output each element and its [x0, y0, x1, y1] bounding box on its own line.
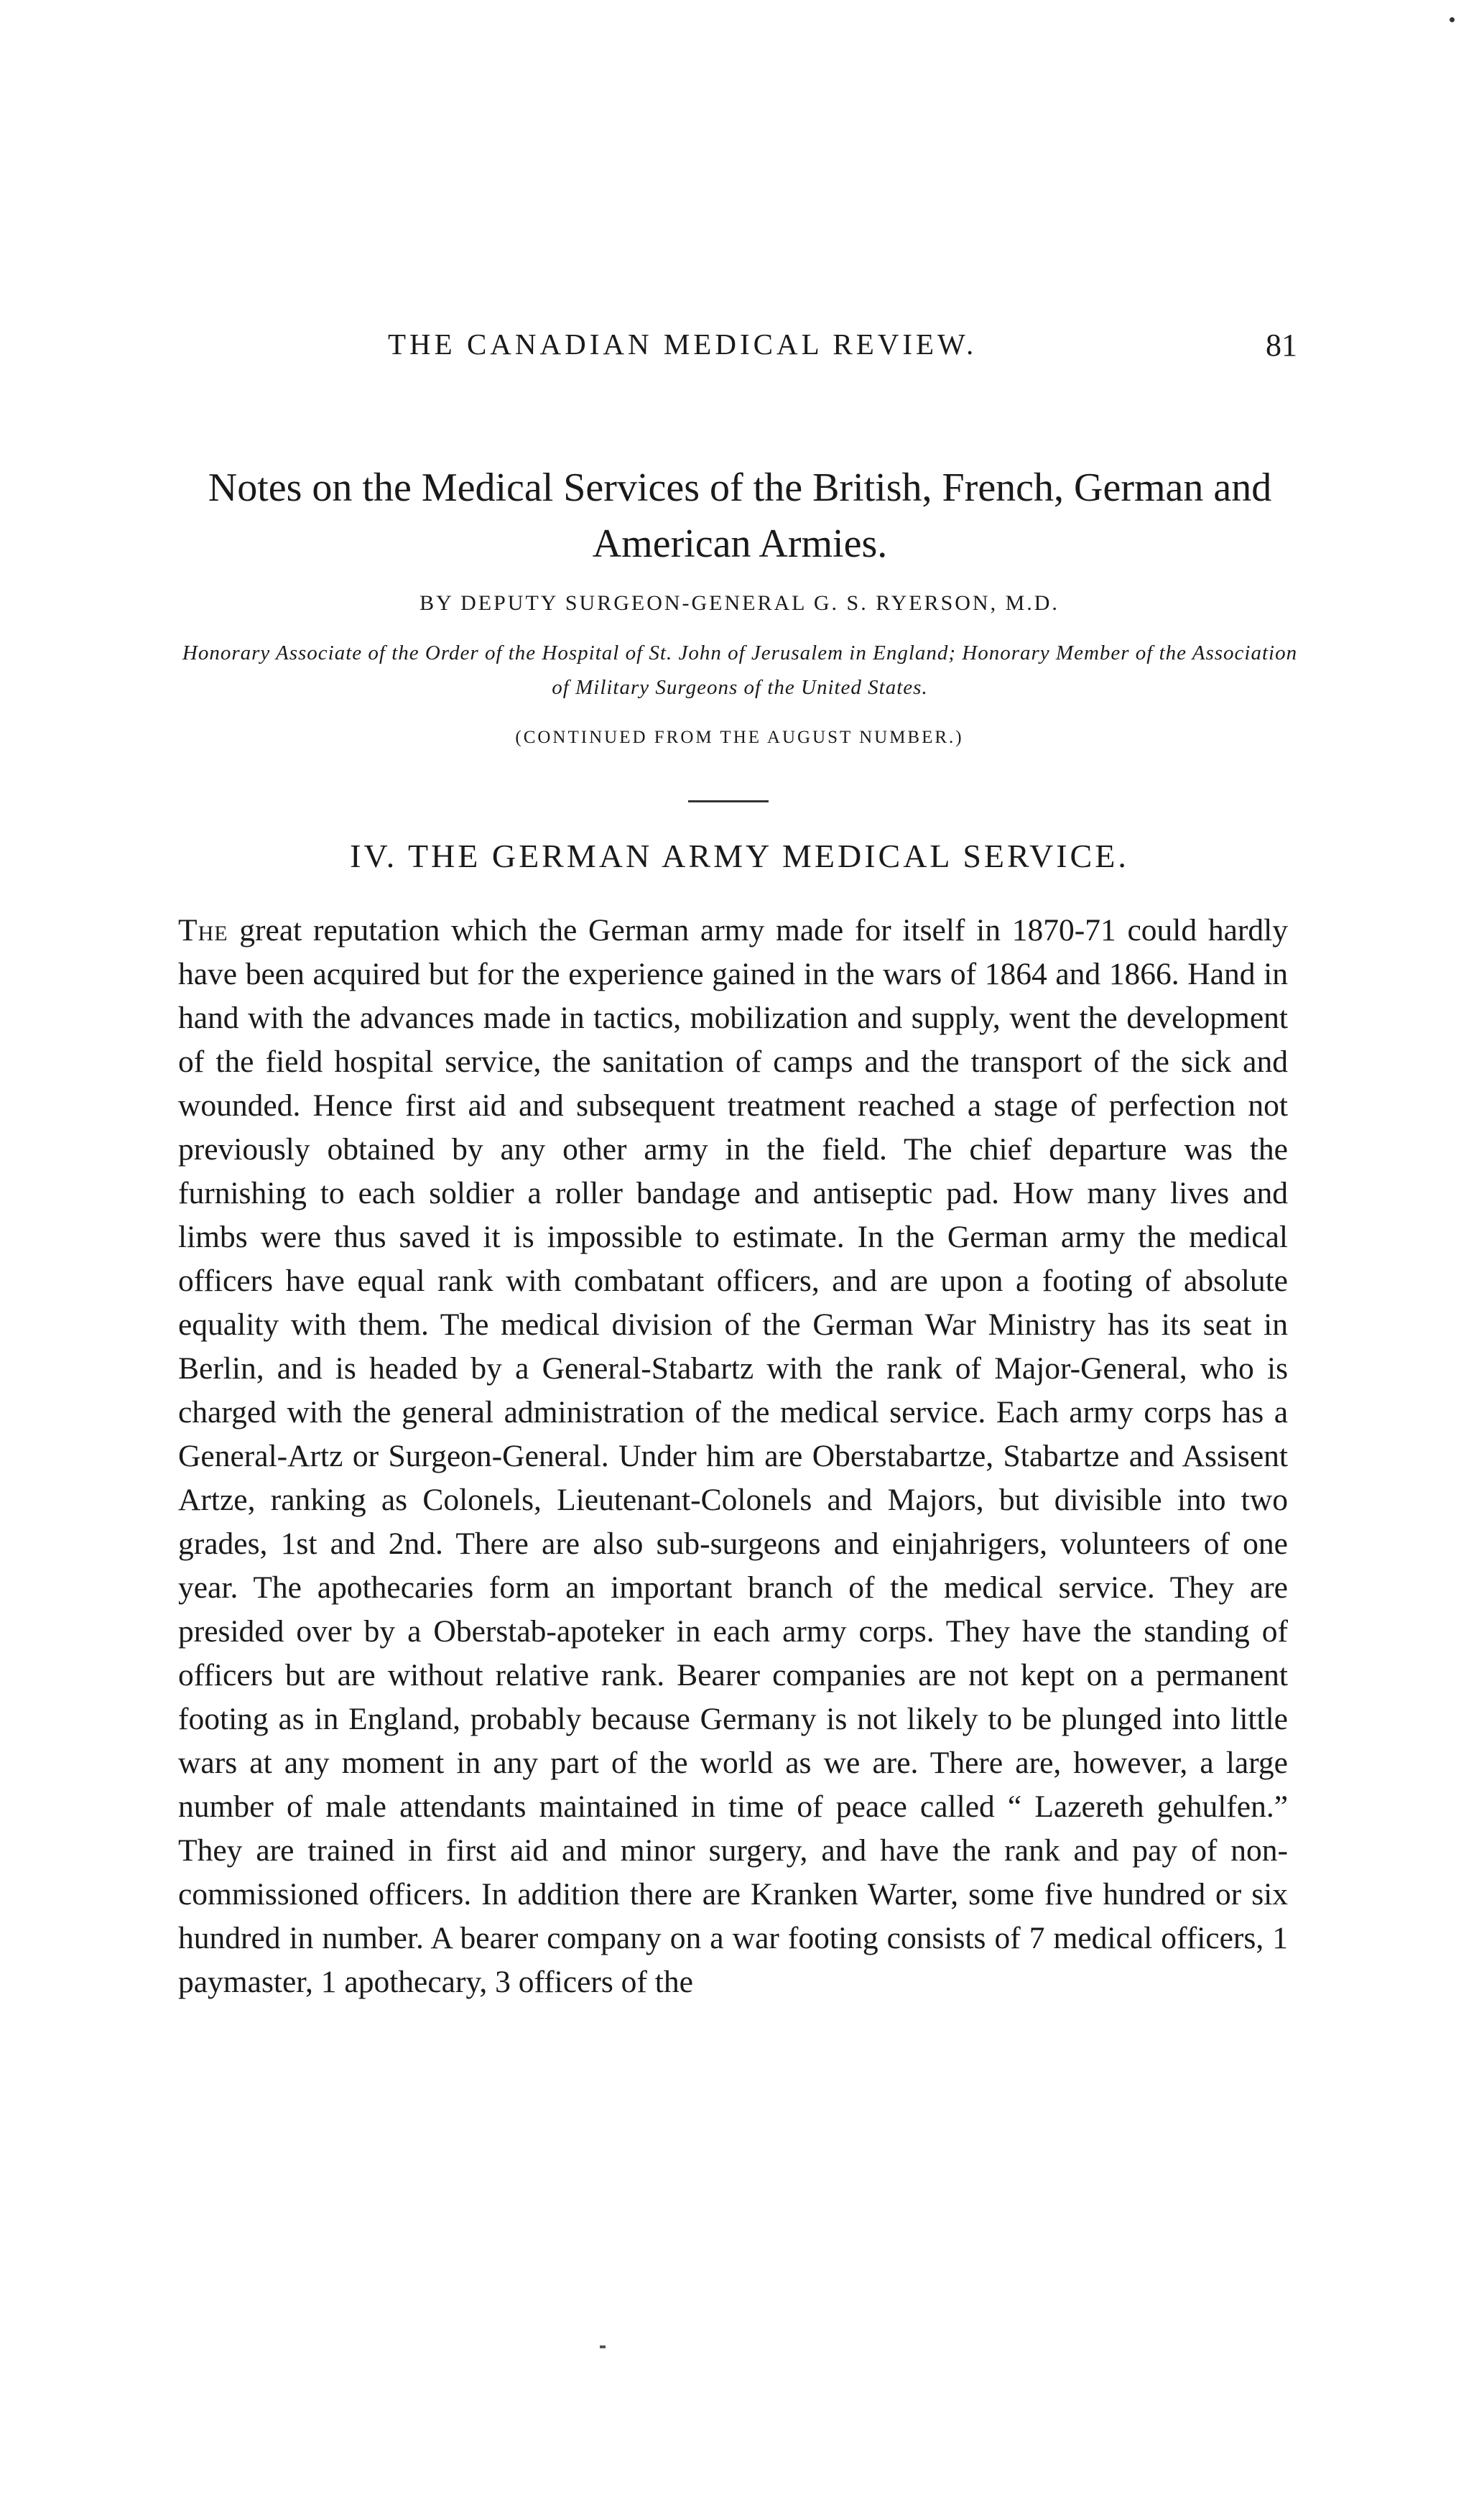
article-title: Notes on the Medical Services of the British, French, German and American Armies. [208, 465, 1272, 566]
page-number: 81 [1266, 328, 1297, 363]
section-heading: IV. THE GERMAN ARMY MEDICAL SERVICE. [350, 838, 1129, 874]
section-divider [688, 800, 769, 802]
author-credentials: Honorary Associate of the Order of the Hospital of St. John of Jerusalem in England; Honorary Member of the Association of Military Surgeons of the United States. [182, 641, 1298, 699]
running-head [0, 327, 1479, 370]
journal-title: THE CANADIAN MEDICAL REVIEW. [388, 328, 978, 361]
lead-word: The [178, 913, 228, 948]
scan-mark [600, 2345, 606, 2348]
body-paragraph [178, 909, 1288, 2004]
body-text: great reputation which the German army made for itself in 1870-71 could hardly have been acquired but for the experience gained in the wars of 1864 and 1866. Hand in hand with the advances made in tactics, mobilization and supply, went the development of the field hospital service, the sanitation of camps and the transport of the sick and wounded. Hence first aid and subsequent treatment reached a stage of perfection not previously obtained by any other army in the field. The chief departure was the furnishing to each soldier a roller bandage and antiseptic pad. How many lives and limbs were thus saved it is impossible to estimate. In the German army the medical officers have equal rank with combatant officers, and are upon a footing of absolute equality with them. The medical division of the German War Ministry has its seat in Berlin, and is headed by a General-Stabartz with the rank of Major-General, who is charged with the general administration of the medical service. Each army corps has a General-Artz or Surgeon-General. Under him are Oberstabartze, Stabartze and Assisent Artze, ranking as Colonels, Lieutenant-Colonels and Majors, but divisible into two grades, 1st and 2nd. There are also sub-surgeons and einjahrigers, volunteers of one year. The apothecaries form an important branch of the medical service. They are presided over by a Oberstab-apoteker in each army corps. They have the standing of officers but are without relative rank. Bearer companies are not kept on a permanent footing as in England, probably because Germany is not likely to be plunged into little wars at any moment in any part of the world as we are. There are, however, a large number of male attendants maintained in time of peace called “ Lazereth gehulfen.” They are trained in first aid and minor surgery, and have the rank and pay of non-commissioned officers. In addition there are Kranken Warter, some five hundred or six hundred in number. A bearer company on a war footing consists of 7 medical officers, 1 paymaster, 1 apothecary, 3 officers of the [178, 913, 1288, 1999]
byline: BY DEPUTY SURGEON-GENERAL G. S. RYERSON, M.D. [419, 591, 1060, 615]
continued-note: (CONTINUED FROM THE AUGUST NUMBER.) [515, 728, 964, 747]
scan-speck [1450, 17, 1455, 22]
